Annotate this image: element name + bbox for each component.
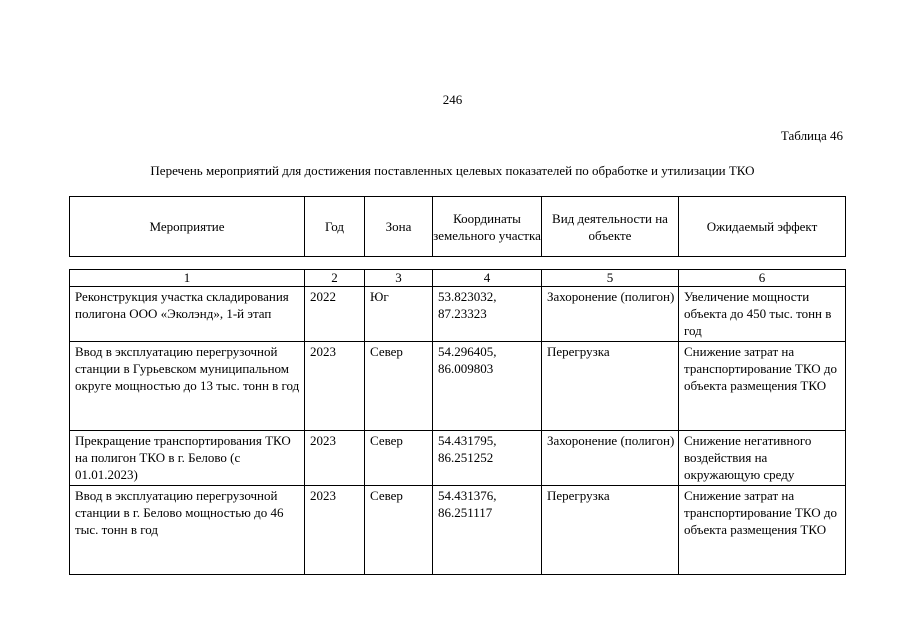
year-cell: 2023 <box>305 486 365 575</box>
coordinates-cell: 54.431795, 86.251252 <box>433 431 542 486</box>
table-caption: Перечень мероприятий для достижения поставленных целевых показателей по обработке и утилизации ТКО <box>150 163 755 178</box>
header-coordinates: Координаты земельного участка <box>433 197 542 257</box>
table-row <box>70 431 846 486</box>
effect-cell: Снижение затрат на транспортирование ТКО до объекта размещения ТКО <box>679 486 846 575</box>
header-year: Год <box>305 197 365 257</box>
activity-cell: Захоронение (полигон) <box>542 287 679 342</box>
event-cell: Ввод в эксплуатацию перегрузочной станции в г. Белово мощностью до 46 тыс. тонн в год <box>70 486 305 575</box>
activity-cell: Перегрузка <box>542 486 679 575</box>
column-number: 4 <box>433 270 542 287</box>
zone-cell: Север <box>365 342 433 431</box>
table-header <box>69 196 846 257</box>
coordinates-cell: 53.823032, 87.23323 <box>433 287 542 342</box>
activity-cell: Захоронение (полигон) <box>542 431 679 486</box>
zone-cell: Юг <box>365 287 433 342</box>
zone-cell: Север <box>365 486 433 575</box>
year-cell: 2023 <box>305 431 365 486</box>
table-row <box>70 287 846 342</box>
column-number: 1 <box>70 270 305 287</box>
column-number: 2 <box>305 270 365 287</box>
effect-cell: Увеличение мощности объекта до 450 тыс. тонн в год <box>679 287 846 342</box>
column-number: 6 <box>679 270 846 287</box>
year-cell: 2022 <box>305 287 365 342</box>
page-number: 246 <box>442 92 463 107</box>
table-body <box>69 269 846 575</box>
effect-cell: Снижение негативного воздействия на окружающую среду <box>679 431 846 486</box>
effect-cell: Снижение затрат на транспортирование ТКО до объекта размещения ТКО <box>679 342 846 431</box>
header-effect: Ожидаемый эффект <box>679 197 846 257</box>
activity-cell: Перегрузка <box>542 342 679 431</box>
column-number: 3 <box>365 270 433 287</box>
coordinates-cell: 54.296405, 86.009803 <box>433 342 542 431</box>
header-zone: Зона <box>365 197 433 257</box>
header-event: Мероприятие <box>70 197 305 257</box>
table-row <box>70 486 846 575</box>
header-activity: Вид деятельности на объекте <box>542 197 679 257</box>
event-cell: Реконструкция участка складирования полигона ООО «Эколэнд», 1-й этап <box>70 287 305 342</box>
event-cell: Ввод в эксплуатацию перегрузочной станции в Гурьевском муниципальном округе мощностью до 13 тыс. тонн в год <box>70 342 305 431</box>
column-number-row <box>70 270 846 287</box>
zone-cell: Север <box>365 431 433 486</box>
table-row <box>70 342 846 431</box>
year-cell: 2023 <box>305 342 365 431</box>
coordinates-cell: 54.431376, 86.251117 <box>433 486 542 575</box>
table-label: Таблица 46 <box>780 128 843 143</box>
event-cell: Прекращение транспортирования ТКО на полигон ТКО в г. Белово (с 01.01.2023) <box>70 431 305 486</box>
header-row <box>70 197 846 257</box>
column-number: 5 <box>542 270 679 287</box>
